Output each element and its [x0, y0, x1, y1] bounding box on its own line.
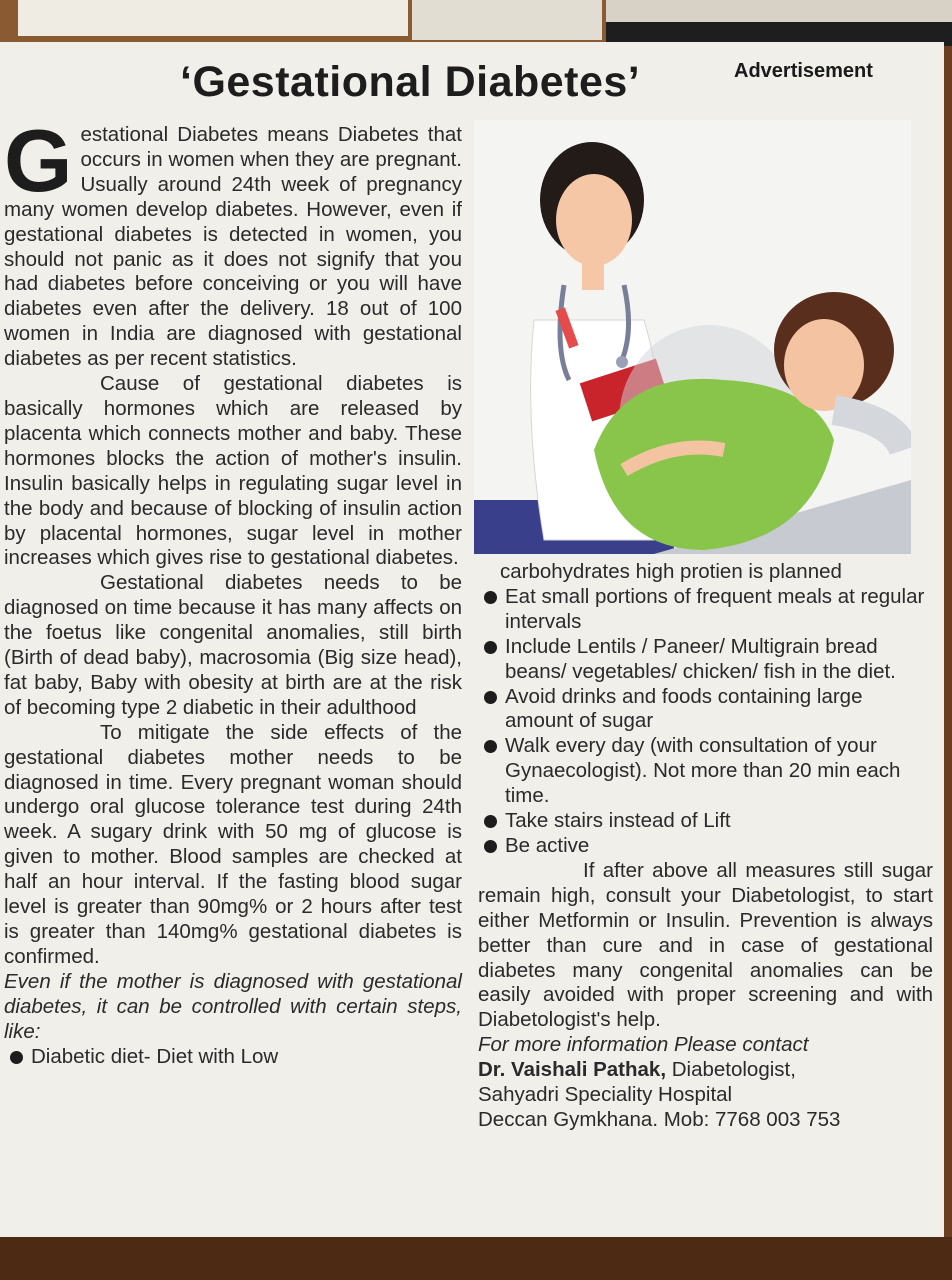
drop-cap: G — [4, 111, 73, 210]
list-item: Avoid drinks and foods containing large amount of sugar — [478, 685, 933, 735]
bullet-icon — [10, 1051, 23, 1064]
intro-paragraph: Gestational Diabetes means Diabetes that occurs in women when they are pregnant. Usually around 24th week of pregnancy many women develop diabetes. However, even if gestational diabetes is detected in women, you should not panic as it does not signify that you had diabetes before conceiving or you will have diabetes even after the delivery. 18 out of 100 women in India are diagnosed with gestational diabetes as per recent statistics. — [4, 111, 462, 371]
list-item: Eat small portions of frequent meals at regular intervals — [478, 585, 933, 635]
bullet-icon — [484, 740, 497, 753]
bullet-icon — [484, 840, 497, 853]
list-item-continued: carbohydrates high protien is planned — [500, 560, 842, 583]
adjacent-paper — [606, 0, 952, 22]
bullet-icon — [484, 691, 497, 704]
doctor-patient-illustration — [474, 120, 911, 554]
list-item: Include Lentils / Paneer/ Multigrain bread beans/ vegetables/ chicken/ fish in the diet. — [478, 635, 933, 685]
adjacent-paper — [18, 0, 408, 36]
table-surface — [0, 1237, 952, 1280]
bullet-icon — [484, 815, 497, 828]
left-column — [4, 111, 462, 1069]
adjacent-paper — [412, 0, 602, 40]
mitigation-paragraph: To mitigate the side effects of the gestational diabetes mother needs to be diagnosed in time. Every pregnant woman should undergo oral glucose tolerance test during 24th week. A sugary drink with 50 mg of glucose is given to mother. Blood samples are checked at half an hour interval. If the fasting blood sugar level is greater than 90mg% or 2 hours after test is greater than 140mg% gestational diabetes is confirmed. — [4, 720, 462, 968]
contact-line: For more information Please contact — [478, 1033, 809, 1057]
diagnosis-paragraph: Gestational diabetes needs to be diagnosed on time because it has many affects on the foetus like congenital anomalies, still birth (Birth of dead baby), macrosomia (Big size head), fat baby, Baby with obesity at birth are at the risk of becoming type 2 diabetic in their adulthood — [4, 571, 462, 719]
hospital-address: Deccan Gymkhana. Mob: 7768 003 753 — [478, 1107, 841, 1131]
advertisement-tag: Advertisement — [734, 60, 873, 82]
doctor-name: Dr. Vaishali Pathak, — [478, 1058, 667, 1082]
doctor-title: Diabetologist, — [666, 1058, 796, 1082]
right-column — [478, 560, 933, 1133]
cause-paragraph: Cause of gestational diabetes is basically hormones which are released by placenta which connects mother and baby. These hormones blocks the action of mother's insulin. Insulin basically helps in regulating sugar level in the body and because of blocking of insulin action by placental hormones, sugar level in mother increases which gives rise to gestational diabetes. — [4, 372, 462, 570]
bullet-icon — [484, 641, 497, 654]
bullet-icon — [484, 591, 497, 604]
list-item: Take stairs instead of Lift — [478, 809, 933, 834]
doctor-line — [478, 1058, 933, 1083]
article-title: ‘Gestational Diabetes’ — [180, 58, 641, 106]
list-item: Walk every day (with consultation of your Gynaecologist). Not more than 20 min each time. — [478, 734, 933, 809]
list-item: Be active — [478, 834, 933, 859]
list-item: Diabetic diet- Diet with Low — [4, 1045, 462, 1070]
closing-paragraph: If after above all measures still sugar remain high, consult your Diabetologist, to start either Metformin or Insulin. Prevention is always better than cure and in case of gestational diabetes many congenital anomalies can be easily avoided with proper screening and with Diabetologist's help. — [478, 858, 933, 1032]
control-note: Even if the mother is diagnosed with gestational diabetes, it can be controlled with certain steps, like: — [4, 969, 462, 1043]
hospital-name: Sahyadri Speciality Hospital — [478, 1083, 733, 1107]
